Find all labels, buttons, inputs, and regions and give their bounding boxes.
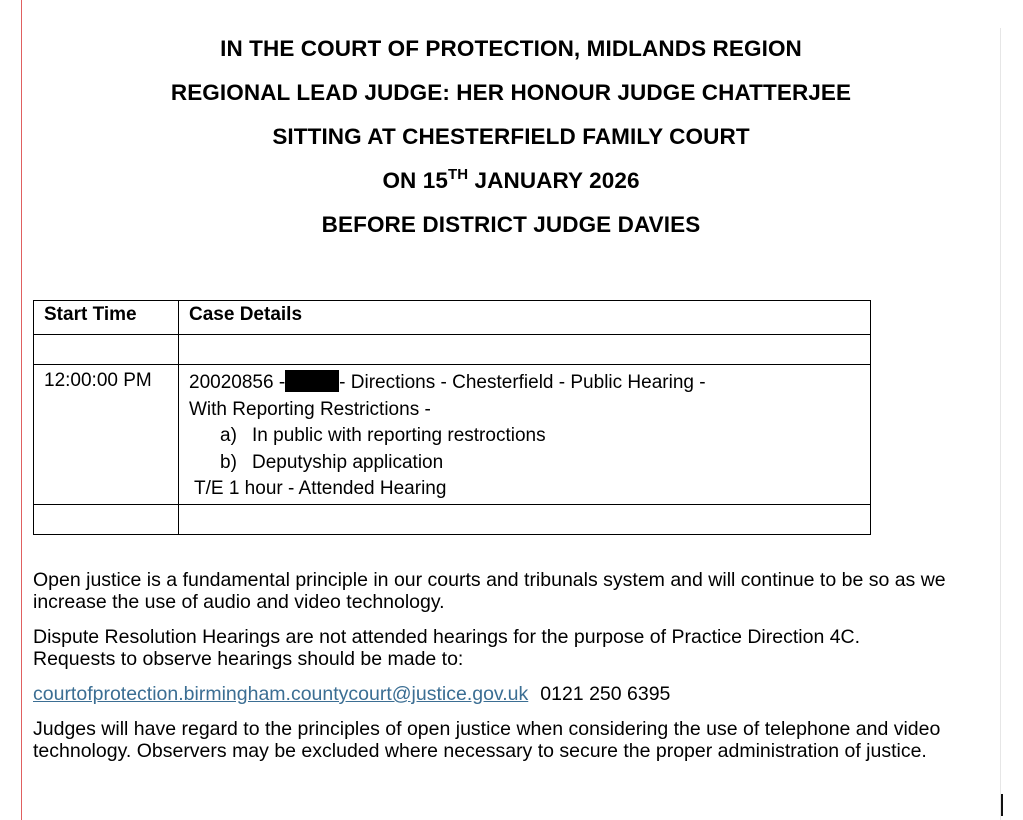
case-description: - Directions - Chesterfield - Public Hearing - xyxy=(339,372,706,393)
list-item-text: Deputyship application xyxy=(252,451,444,473)
list-item xyxy=(189,450,860,477)
hearing-date-prefix: ON 15 xyxy=(382,168,448,193)
observation-paragraph xyxy=(33,626,998,670)
list-marker: a) xyxy=(220,425,237,446)
list-item xyxy=(189,423,860,450)
time-estimate: T/E 1 hour - Attended Hearing xyxy=(194,478,447,499)
court-location: SITTING AT CHESTERFIELD FAMILY COURT xyxy=(272,124,750,149)
table-row-empty xyxy=(34,335,871,365)
case-number: 20020856 - xyxy=(189,372,286,393)
request-text: Requests to observe hearings should be made to: xyxy=(33,648,464,670)
dispute-resolution-text: Dispute Resolution Hearings are not attended hearings for the purpose of Practice Direction 4C. xyxy=(33,626,861,648)
page-right-edge xyxy=(1000,28,1001,820)
table-row-empty xyxy=(34,505,871,535)
hearing-schedule-table xyxy=(33,300,871,535)
case-summary-line xyxy=(189,370,860,397)
notes-section xyxy=(33,569,998,775)
text-cursor xyxy=(1001,794,1003,816)
hearing-date-ordinal: TH xyxy=(447,166,469,183)
phone-number: 0121 250 6395 xyxy=(540,683,671,705)
table-row xyxy=(34,365,871,505)
document-header xyxy=(22,30,1000,250)
contact-line xyxy=(33,683,998,705)
column-header-start-time: Start Time xyxy=(34,301,179,335)
case-details-cell xyxy=(179,365,871,505)
start-time-cell: 12:00:00 PM xyxy=(34,365,179,505)
empty-cell xyxy=(34,505,179,535)
empty-cell xyxy=(179,335,871,365)
case-description-continued: With Reporting Restrictions - xyxy=(189,398,431,420)
hearing-date xyxy=(22,162,1000,206)
hearing-date-suffix: JANUARY 2026 xyxy=(468,168,640,193)
column-header-case-details: Case Details xyxy=(179,301,871,335)
list-marker: b) xyxy=(220,451,237,473)
list-item-text: In public with reporting restroctions xyxy=(252,425,546,446)
presiding-judge: BEFORE DISTRICT JUDGE DAVIES xyxy=(321,212,701,237)
judges-paragraph: Judges will have regard to the principles of open justice when considering the use of telephone and video technology. Observers may be excluded where necessary to secure the proper administration of justice. xyxy=(33,718,941,762)
open-justice-paragraph: Open justice is a fundamental principle in our courts and tribunals system and will continue to be so as we increase the use of audio and video technology. xyxy=(33,569,946,613)
email-link[interactable]: courtofprotection.birmingham.countycourt@justice.gov.uk xyxy=(33,683,529,705)
court-title: IN THE COURT OF PROTECTION, MIDLANDS REGION xyxy=(220,36,802,61)
table-header-row xyxy=(34,301,871,335)
empty-cell xyxy=(179,505,871,535)
empty-cell xyxy=(34,335,179,365)
lead-judge: REGIONAL LEAD JUDGE: HER HONOUR JUDGE CHATTERJEE xyxy=(170,80,852,105)
redacted-name xyxy=(285,370,339,392)
